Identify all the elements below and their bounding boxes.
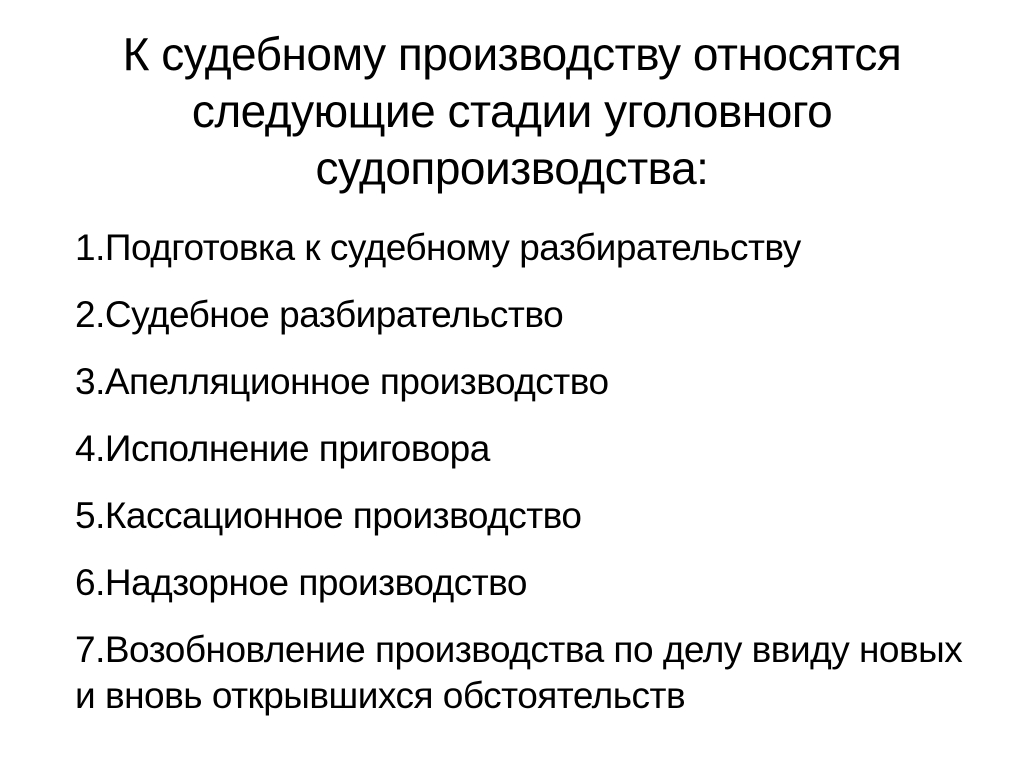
list-item-number: 5. bbox=[75, 495, 105, 536]
list-item-number: 2. bbox=[75, 294, 105, 335]
list-item bbox=[75, 426, 969, 472]
list-item-text: Апелляционное производство bbox=[104, 361, 609, 402]
slide-title-line-1: К судебному производству относятся bbox=[122, 28, 902, 80]
list-item-text: Судебное разбирательство bbox=[104, 294, 564, 335]
list-item-text: Подготовка к судебному разбирательству bbox=[104, 227, 801, 268]
list-item bbox=[75, 560, 969, 606]
list-item-text: Исполнение приговора bbox=[104, 428, 490, 469]
list-item bbox=[75, 493, 969, 539]
list-item-number: 7. bbox=[75, 629, 105, 670]
slide-title bbox=[32, 0, 992, 197]
list-item-text: Возобновление производства по делу ввиду новых и вновь открывшихся обстоятельств bbox=[75, 629, 963, 716]
list-item-number: 3. bbox=[75, 361, 105, 402]
list-item-number: 4. bbox=[75, 428, 105, 469]
list-item bbox=[75, 359, 969, 405]
slide-title-line-2: следующие стадии уголовного bbox=[191, 85, 833, 137]
list-item-text: Надзорное производство bbox=[104, 562, 528, 603]
list-item bbox=[75, 627, 969, 719]
list-item bbox=[75, 225, 969, 271]
stage-list bbox=[0, 225, 1024, 719]
list-item-number: 6. bbox=[75, 562, 105, 603]
slide-title-line-3: судопроизводства: bbox=[315, 142, 709, 194]
list-item-number: 1. bbox=[75, 227, 105, 268]
list-item-text: Кассационное производство bbox=[104, 495, 582, 536]
list-item bbox=[75, 292, 969, 338]
